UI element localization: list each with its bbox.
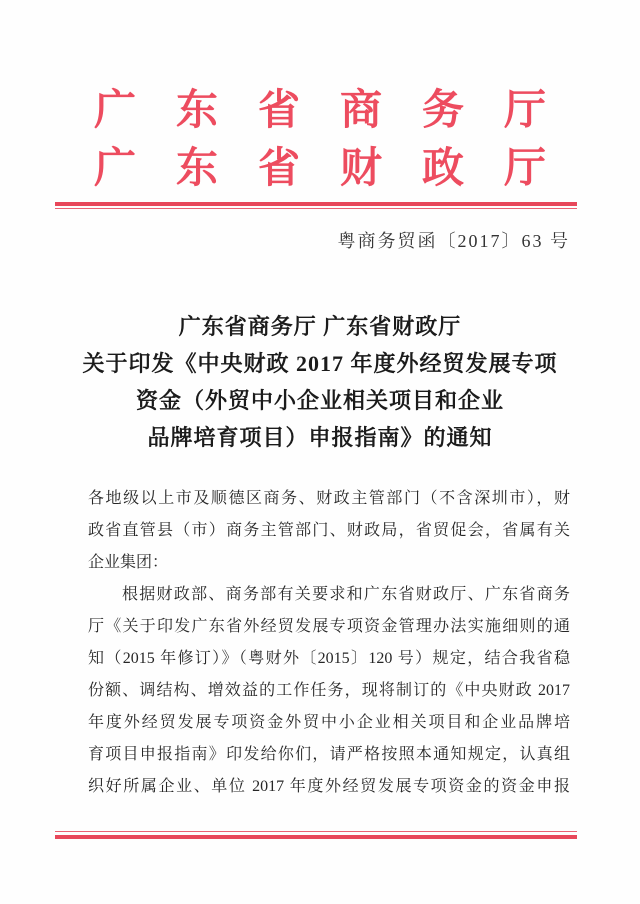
footer-divider-thin-line — [55, 831, 577, 832]
footer-divider-thick-line — [55, 835, 577, 839]
letterhead-line-finance: 广东省财政厅 — [93, 146, 586, 192]
body-line: 厅《关于印发广东省外经贸发展专项资金管理办法实施细则的通 — [88, 618, 570, 635]
title-line-4: 品牌培育项目）申报指南》的通知 — [147, 425, 493, 450]
title-line-3: 资金（外贸中小企业相关项目和企业 — [135, 388, 504, 413]
body-line: 政省直管县（市）商务主管部门、财政局，省贸促会，省属有关 — [88, 522, 570, 539]
header-divider-thin-line — [55, 208, 577, 209]
body-line: 年度外经贸发展专项资金外贸中小企业相关项目和企业品牌培 — [88, 714, 570, 731]
body-line: 企业集团： — [88, 554, 169, 571]
body-line: 各地级以上市及顺德区商务、财政主管部门（不含深圳市），财 — [88, 490, 570, 507]
letterhead-line-commerce: 广东省商务厅 — [93, 88, 586, 134]
body-text — [88, 483, 570, 803]
document-number: 粤商务贸函〔2017〕63 号 — [337, 231, 570, 251]
header-divider — [55, 202, 577, 209]
title-line-1: 广东省商务厅 广东省财政厅 — [178, 314, 462, 339]
letterhead — [0, 82, 640, 198]
body-line: 根据财政部、商务部有关要求和广东省财政厅、广东省商务 — [122, 586, 570, 603]
body-line: 育项目申报指南》印发给你们，请严格按照本通知规定，认真组 — [88, 746, 570, 763]
title-line-2: 关于印发《中央财政 2017 年度外经贸发展专项 — [82, 351, 558, 376]
body-line: 份额、调结构、增效益的工作任务，现将制订的《中央财政 2017 — [88, 682, 570, 699]
document-title — [60, 308, 580, 456]
body-line: 织好所属企业、单位 2017 年度外经贸发展专项资金的资金申报 — [88, 778, 570, 795]
footer-divider — [55, 831, 577, 839]
body-line: 知（2015 年修订）》（粤财外〔2015〕120 号）规定，结合我省稳 — [88, 650, 570, 667]
